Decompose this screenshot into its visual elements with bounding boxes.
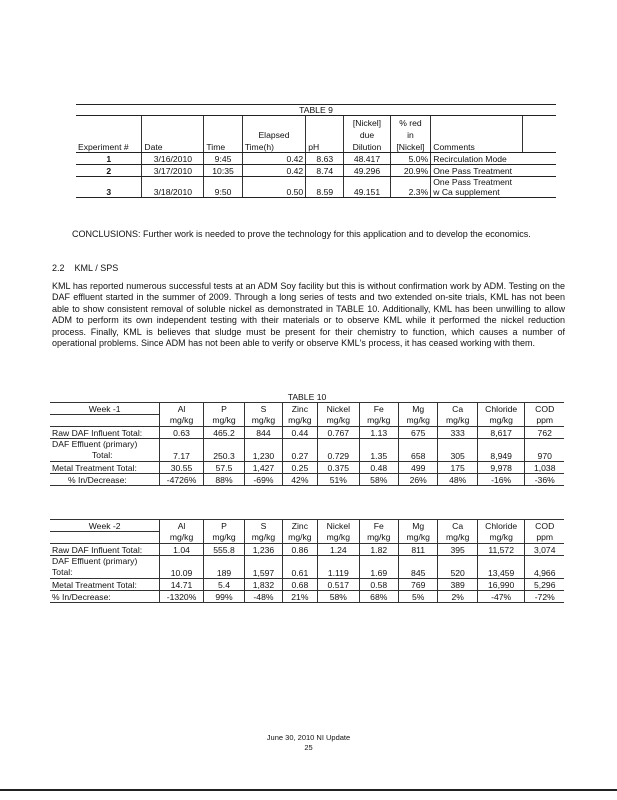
conclusions-text: CONCLUSIONS: Further work is needed to prove the technology for this application and to develop the economics. (72, 229, 531, 239)
table-row: % In/Decrease: -4726% 88% -69% 42% 51% 58% 26% 48% -16% -36% (50, 474, 564, 486)
table-row: 3 3/18/2010 9:50 0.50 8.59 49.151 2.3% One Pass Treatment (76, 177, 556, 188)
page-number: 25 (304, 743, 313, 752)
hdr-nickel-2: due (344, 128, 390, 140)
table-10-week-2: Week -2 Al P S Zinc Nickel Fe Mg Ca Chloride COD mg/kg mg/kg mg/kg mg/kg mg/kg mg/kg mg/kg mg/kg mg/kg ppm Raw DAF Influent Total: 1.04 555.8 1,236 0.86 1.24 1.82 811 395 11,572 3,074 DAF Effluent (primary) Total: 10.09 189 1,597 0.61 1.119 1.69 845 520 13,459 4,966 Metal Treatment Total: 14.71 5.4 1,832 0.68 0.517 0.58 769 389 16,990 5,296 % In/Decrease: -1320% 99% -48% 21% 58% 68% 5% 2% -47% -72% (50, 519, 564, 603)
table-row: 2 3/17/2010 10:35 0.42 8.74 49.296 20.9% One Pass Treatment (76, 165, 556, 177)
table-row: Metal Treatment Total: 30.55 57.5 1,427 0.25 0.375 0.48 499 175 9,978 1,038 (50, 462, 564, 474)
section-title: KML / SPS (74, 263, 119, 273)
hdr-comments: Comments (431, 140, 523, 153)
section-heading (52, 263, 118, 274)
table-row: DAF Effluent (primary) Total: 10.09 189 1,597 0.61 1.119 1.69 845 520 13,459 4,966 (50, 556, 564, 579)
hdr-time: Time (204, 140, 242, 153)
hdr-ph: pH (306, 140, 344, 153)
section-paragraph: KML has reported numerous successful tests at an ADM Soy facility but this is without confirmation work by ADM. Testing on the DAF effluent started in the summer of 2009. Through a long series of tests and two extended on-site trials, KML has not been able to show consistent removal of soluble nickel as demonstrated in TABLE 10. Additionally, KML has been unwilling to allow ADM to perform its own independent testing with their materials or to observe KML while it performed the nickel reduction process. Finally, KML is believes that sludge must be present for their chemistry to function, which causes a number of operational problems. Since ADM has not been able to verify or observe KML's process, it has ceased working with them. (52, 281, 565, 349)
hdr-red-2: in (390, 128, 431, 140)
section-number: 2.2 (52, 263, 65, 273)
hdr-red-1: % red (390, 116, 431, 129)
table-row: Raw DAF Influent Total: 0.63 465.2 844 0.44 0.767 1.13 675 333 8,617 762 (50, 427, 564, 439)
hdr-red-3: [Nickel] (390, 140, 431, 153)
table-9: TABLE 9 [Nickel] % red Elapsed due in Experiment # Date Time Time(h) pH Dilution [Nickel] Comments 1 3/16/2010 9:45 0.42 8.63 48.417 5.0% Recirculation Mode 2 3/17/2010 10:35 0.42 8.74 49.296 20.9% One Pass Treatment 3 3/18/2010 9:50 0.50 8.59 49.151 2.3% One Pass Treatment w Ca supplement (76, 104, 556, 198)
hdr-date: Date (142, 140, 204, 153)
bottom-rule (0, 789, 617, 791)
week-1-label: Week -1 (50, 403, 160, 415)
footer-title: June 30, 2010 NI Update (266, 733, 351, 742)
hdr-experiment: Experiment # (76, 140, 142, 153)
week-2-label: Week -2 (50, 520, 160, 532)
table-row: Metal Treatment Total: 14.71 5.4 1,832 0.68 0.517 0.58 769 389 16,990 5,296 (50, 579, 564, 591)
table-10-caption: TABLE 10 (50, 391, 564, 403)
hdr-elapsed-1: Elapsed (242, 128, 306, 140)
table-row: % In/Decrease: -1320% 99% -48% 21% 58% 68% 5% 2% -47% -72% (50, 591, 564, 603)
hdr-elapsed-2: Time(h) (242, 140, 306, 153)
page-footer (0, 733, 617, 753)
table-10-week-1: TABLE 10 Week -1 Al P S Zinc Nickel Fe Mg Ca Chloride COD mg/kg mg/kg mg/kg mg/kg mg/kg mg/kg mg/kg mg/kg mg/kg ppm Raw DAF Influent Total: 0.63 465.2 844 0.44 0.767 1.13 675 333 8,617 762 DAF Effluent (primary) Total: 7.17 250.3 1,230 0.27 0.729 1.35 658 305 8,949 970 Metal Treatment Total: 30.55 57.5 1,427 0.25 0.375 0.48 499 175 9,978 1,038 % In/Decrease: -4726% 88% -69% 42% 51% 58% 26% 48% -16% -36% (50, 391, 564, 486)
table-row: Raw DAF Influent Total: 1.04 555.8 1,236 0.86 1.24 1.82 811 395 11,572 3,074 (50, 544, 564, 556)
table-9-caption: TABLE 9 (76, 105, 556, 116)
table-row: DAF Effluent (primary) Total: 7.17 250.3 1,230 0.27 0.729 1.35 658 305 8,949 970 (50, 439, 564, 462)
hdr-nickel-3: Dilution (344, 140, 390, 153)
table-row: 1 3/16/2010 9:45 0.42 8.63 48.417 5.0% Recirculation Mode (76, 153, 556, 165)
hdr-nickel-1: [Nickel] (344, 116, 390, 129)
